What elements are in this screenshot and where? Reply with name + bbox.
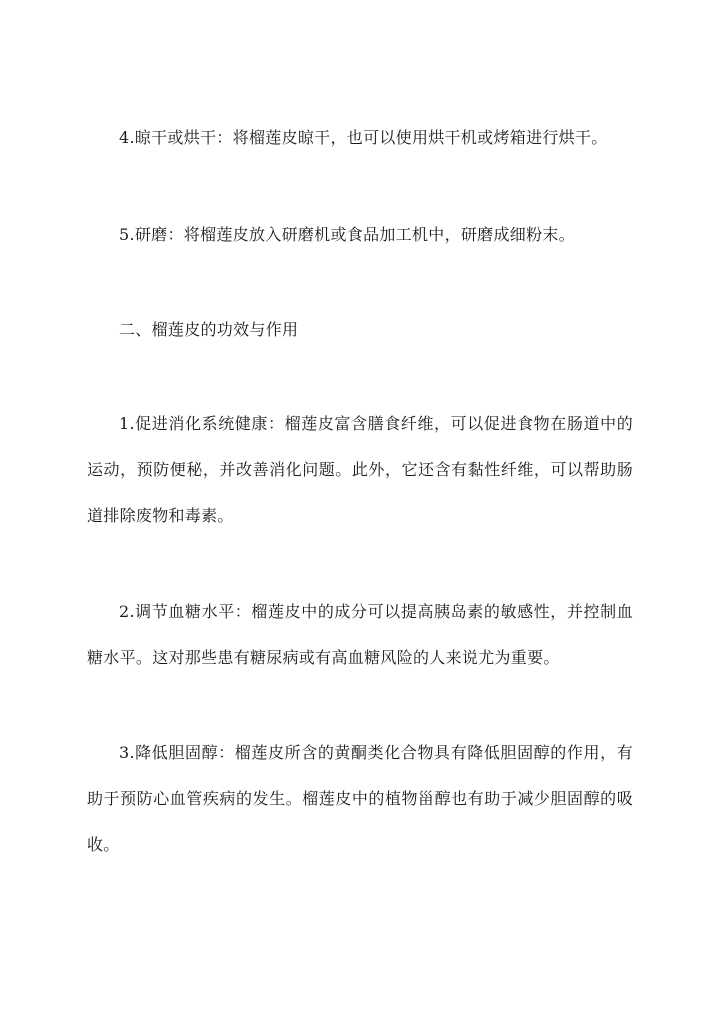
step-5-grinding-paragraph: 5.研磨：将榴莲皮放入研磨机或食品加工机中，研磨成细粉末。 (119, 225, 575, 244)
section-heading-benefits: 二、榴莲皮的功效与作用 (119, 320, 299, 339)
benefit-3-cholesterol-paragraph: 3.降低胆固醇：榴莲皮所含的黄酮类化合物具有降低胆固醇的作用，有助于预防心血管疾病的发生。榴莲皮中的植物甾醇也有助于减少胆固醇的吸收。 (87, 743, 633, 854)
benefit-2-blood-sugar-paragraph: 2.调节血糖水平：榴莲皮中的成分可以提高胰岛素的敏感性，并控制血糖水平。这对那些患有糖尿病或有高血糖风险的人来说尤为重要。 (87, 602, 633, 667)
benefit-1-digestion-paragraph: 1.促进消化系统健康：榴莲皮富含膳食纤维，可以促进食物在肠道中的运动，预防便秘，并改善消化问题。此外，它还含有黏性纤维，可以帮助肠道排除废物和毒素。 (87, 414, 633, 525)
step-4-drying-paragraph: 4.晾干或烘干：将榴莲皮晾干，也可以使用烘干机或烤箱进行烘干。 (119, 128, 608, 147)
